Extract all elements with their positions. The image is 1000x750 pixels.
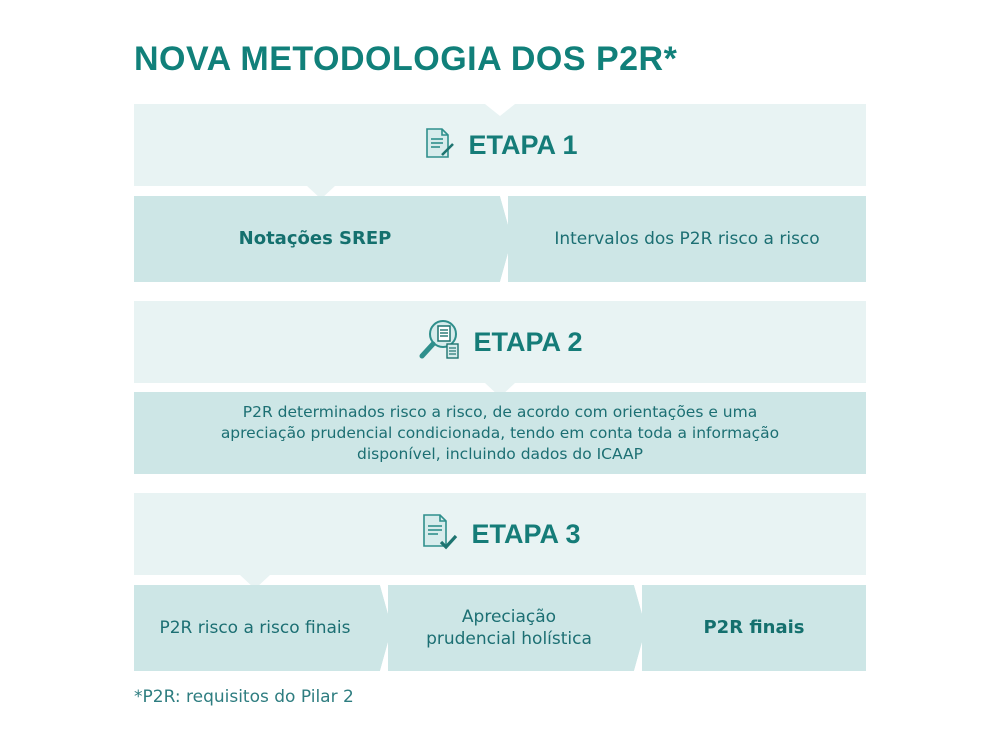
stage-3-holistic-line-1: Apreciação <box>461 607 557 627</box>
stage-2-label: ETAPA 2 <box>473 326 583 357</box>
stage-3-cell-final: P2R finais <box>642 585 866 671</box>
stage-2-header <box>134 301 866 383</box>
page-title: NOVA METODOLOGIA DOS P2R* <box>134 40 678 78</box>
stage-2-description <box>134 392 866 474</box>
stage-1-label: ETAPA 1 <box>468 129 578 160</box>
stage-3-cell-final-risks: P2R risco a risco finais <box>134 585 376 671</box>
document-pencil-icon <box>422 126 456 164</box>
stage-3-label: ETAPA 3 <box>471 518 581 549</box>
stage-2-description-line-2: apreciação prudencial condicionada, tendo em conta toda a informação <box>220 423 780 442</box>
stage-1-cell-srep: Notações SREP <box>134 196 496 282</box>
stage-3-holistic-line-2: prudencial holística <box>426 629 592 649</box>
stage-1-top-notch <box>485 104 515 116</box>
stage-3-cell-holistic <box>388 585 630 671</box>
footnote: *P2R: requisitos do Pilar 2 <box>134 687 354 707</box>
stage-3-header <box>134 493 866 575</box>
document-check-icon <box>419 512 459 556</box>
stage-1-cell-intervals: Intervalos dos P2R risco a risco <box>508 196 866 282</box>
magnifier-document-icon <box>417 318 461 366</box>
stage-1-header <box>134 104 866 186</box>
stage-2-description-line-3: disponível, incluindo dados do ICAAP <box>357 444 643 463</box>
stage-2-description-line-1: P2R determinados risco a risco, de acordo com orientações e uma <box>242 402 758 421</box>
